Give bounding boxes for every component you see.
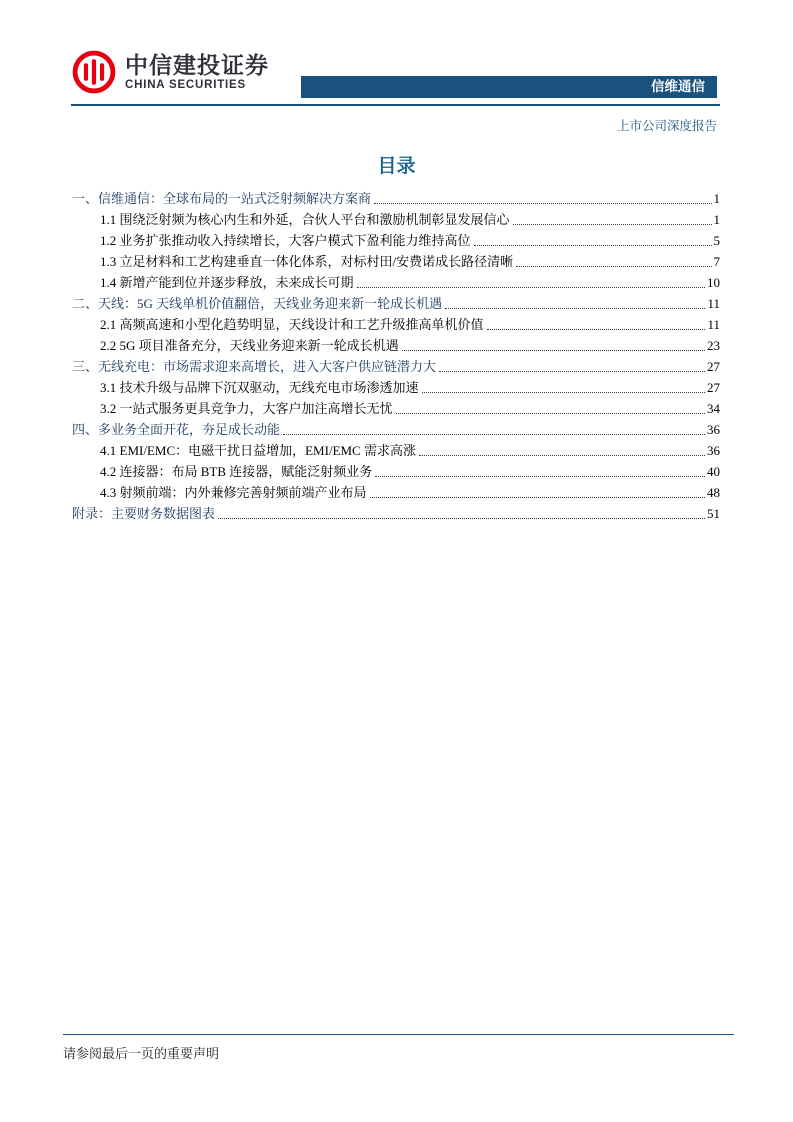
toc-leader-dots <box>419 455 705 456</box>
toc-leader-dots <box>439 371 705 372</box>
toc-entry-page: 48 <box>707 485 720 500</box>
toc-entry[interactable] <box>72 333 720 354</box>
toc-leader-dots <box>422 392 705 393</box>
toc-title: 目录 <box>377 156 416 177</box>
footer-disclaimer: 请参阅最后一页的重要声明 <box>63 1046 220 1061</box>
toc-leader-dots <box>283 434 705 435</box>
toc-leader-dots <box>374 203 711 204</box>
toc-entry-label: 4.3 射频前端：内外兼修完善射频前端产业布局 <box>100 485 367 500</box>
toc-entry-page: 11 <box>707 317 720 332</box>
toc-leader-dots <box>474 245 712 246</box>
toc-list <box>72 186 720 522</box>
toc-leader-dots <box>402 350 705 351</box>
toc-entry-label: 4.2 连接器：布局 BTB 连接器，赋能泛射频业务 <box>100 464 373 479</box>
toc-entry-page: 23 <box>707 338 720 353</box>
toc-leader-dots <box>218 518 705 519</box>
toc-leader-dots <box>445 308 705 309</box>
toc-entry-page: 5 <box>713 233 720 248</box>
toc-entry[interactable] <box>72 270 720 291</box>
header-divider <box>71 104 720 106</box>
toc-entry[interactable] <box>72 207 720 228</box>
toc-entry-page: 27 <box>707 359 720 374</box>
toc-entry-page: 36 <box>707 422 720 437</box>
footer-divider <box>63 1034 734 1035</box>
toc-entry-label: 1.3 立足材料和工艺构建垂直一体化体系，对标村田/安费诺成长路径清晰 <box>100 254 514 269</box>
company-name-cn: 中信建投证券 <box>125 52 269 78</box>
toc-entry-page: 34 <box>707 401 720 416</box>
logo-text <box>125 52 269 92</box>
toc-entry[interactable] <box>72 291 720 312</box>
toc-entry[interactable] <box>72 459 720 480</box>
toc-entry[interactable] <box>72 501 720 522</box>
toc-leader-dots <box>516 266 711 267</box>
stock-name-banner: 信维通信 <box>301 76 717 98</box>
toc-entry-page: 51 <box>707 506 720 521</box>
toc-entry-label: 4.1 EMI/EMC：电磁干扰日益增加，EMI/EMC 需求高涨 <box>100 443 416 458</box>
toc-entry-label: 2.1 高频高速和小型化趋势明显，天线设计和工艺升级推高单机价值 <box>100 317 484 332</box>
toc-leader-dots <box>370 497 705 498</box>
toc-entry-page: 40 <box>707 464 720 479</box>
toc-entry[interactable] <box>72 396 720 417</box>
toc-entry-page: 10 <box>707 275 720 290</box>
toc-entry-label: 1.2 业务扩张推动收入持续增长，大客户模式下盈利能力维持高位 <box>100 233 471 248</box>
toc-entry-label: 3.2 一站式服务更具竞争力，大客户加注高增长无忧 <box>100 401 393 416</box>
toc-entry[interactable] <box>72 417 720 438</box>
toc-entry-page: 1 <box>713 191 720 206</box>
toc-entry-page: 7 <box>713 254 720 269</box>
toc-entry-label: 四、多业务全面开花，夯足成长动能 <box>72 422 281 437</box>
toc-leader-dots <box>396 413 705 414</box>
toc-entry-page: 36 <box>707 443 720 458</box>
toc-entry-label: 三、无线充电：市场需求迎来高增长，进入大客户供应链潜力大 <box>72 359 437 374</box>
toc-leader-dots <box>513 224 712 225</box>
toc-entry-label: 2.2 5G 项目准备充分，天线业务迎来新一轮成长机遇 <box>100 338 399 353</box>
toc-entry-page: 1 <box>713 212 720 227</box>
toc-leader-dots <box>357 287 705 288</box>
toc-entry-label: 1.1 围绕泛射频为核心内生和外延，合伙人平台和激励机制彰显发展信心 <box>100 212 510 227</box>
toc-entry-label: 1.4 新增产能到位并逐步释放，未来成长可期 <box>100 275 354 290</box>
citic-logo-icon <box>72 50 116 94</box>
toc-entry[interactable] <box>72 375 720 396</box>
toc-entry-page: 11 <box>707 296 720 311</box>
report-type-label: 上市公司深度报告 <box>616 119 717 133</box>
toc-entry[interactable] <box>72 228 720 249</box>
toc-entry-label: 二、天线：5G 天线单机价值翻倍，天线业务迎来新一轮成长机遇 <box>72 296 443 311</box>
toc-entry-label: 一、信维通信：全球布局的一站式泛射频解决方案商 <box>72 191 372 206</box>
toc-entry[interactable] <box>72 312 720 333</box>
toc-leader-dots <box>375 476 705 477</box>
toc-entry-label: 附录：主要财务数据图表 <box>72 506 216 521</box>
toc-leader-dots <box>487 329 706 330</box>
toc-entry-label: 3.1 技术升级与品牌下沉双驱动，无线充电市场渗透加速 <box>100 380 419 395</box>
toc-entry[interactable] <box>72 249 720 270</box>
toc-entry[interactable] <box>72 480 720 501</box>
company-name-en: CHINA SECURITIES <box>125 79 246 91</box>
toc-entry-page: 27 <box>707 380 720 395</box>
company-logo <box>72 50 269 94</box>
toc-entry[interactable] <box>72 354 720 375</box>
toc-entry[interactable] <box>72 186 720 207</box>
toc-entry[interactable] <box>72 438 720 459</box>
